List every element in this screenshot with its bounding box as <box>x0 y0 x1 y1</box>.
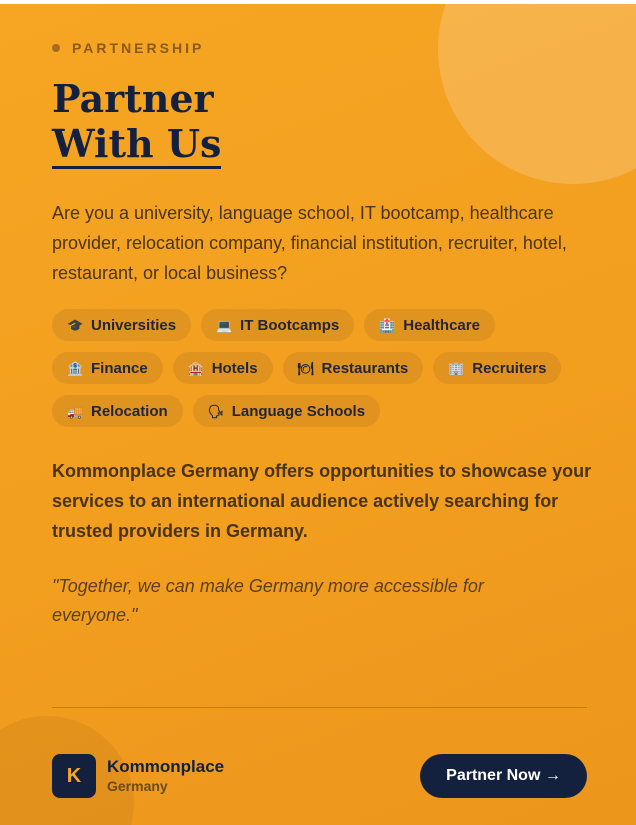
brand-subtitle: Germany <box>107 778 168 794</box>
tag-label: Hotels <box>211 359 258 377</box>
tag-label: Recruiters <box>472 359 547 377</box>
quote-text: "Together, we can make Germany more accessible for everyone." <box>52 576 484 625</box>
tag-hotels <box>173 352 273 384</box>
tag-label: Healthcare <box>403 316 480 334</box>
tag-recruiters <box>433 352 561 384</box>
graduation-cap-icon: 🎓 <box>67 317 84 333</box>
title-line-1: Partner <box>52 76 214 121</box>
section-eyebrow <box>52 40 204 56</box>
plate-icon: 🍽 <box>297 360 315 376</box>
page-title <box>52 76 221 169</box>
partnership-card <box>0 4 636 825</box>
offer-text: Kommonplace Germany offers opportunities to showcase your services to an international audience actively searching for trusted providers in Germany. <box>52 461 592 541</box>
tag-label: Universities <box>91 316 177 334</box>
hospital-icon: 🏥 <box>379 317 396 333</box>
hotel-icon: 🏨 <box>187 360 204 376</box>
footer-divider <box>52 707 587 708</box>
tag-universities <box>52 309 191 341</box>
tag-label: Relocation <box>91 402 168 420</box>
eyebrow-label: PARTNERSHIP <box>72 40 205 56</box>
tag-row <box>52 395 592 427</box>
tag-it-bootcamps <box>201 309 354 341</box>
brand-name: Kommonplace <box>107 757 225 776</box>
tag-label: Language Schools <box>231 402 366 420</box>
laptop-icon: 💻 <box>216 317 233 333</box>
tag-healthcare <box>364 309 495 341</box>
tag-label: IT Bootcamps <box>240 316 340 334</box>
title-line-2: With Us <box>52 124 221 169</box>
partner-category-tags <box>52 309 592 438</box>
tag-label: Finance <box>91 359 148 377</box>
truck-icon: 🚚 <box>67 403 84 419</box>
brand-block[interactable] <box>52 754 224 798</box>
partner-now-button[interactable]: Partner Now → <box>420 754 587 798</box>
tag-row <box>52 309 592 341</box>
tag-label: Restaurants <box>321 359 409 377</box>
eyebrow-dot-icon <box>52 44 60 52</box>
tag-restaurants <box>283 352 424 384</box>
brand-logo[interactable]: K <box>52 754 96 798</box>
tag-finance <box>52 352 163 384</box>
tag-language-schools <box>193 395 380 427</box>
decorative-circle-top <box>438 4 636 184</box>
speaking-head-icon: 🗣 <box>207 403 225 419</box>
brand-text <box>107 757 224 795</box>
bank-icon: 🏦 <box>67 360 84 376</box>
office-building-icon: 🏢 <box>448 360 465 376</box>
tag-relocation <box>52 395 183 427</box>
tag-row <box>52 352 592 384</box>
intro-text: Are you a university, language school, IT bootcamp, healthcare provider, relocation company, financial institution, recruiter, hotel, restaurant, or local business? <box>52 203 567 283</box>
